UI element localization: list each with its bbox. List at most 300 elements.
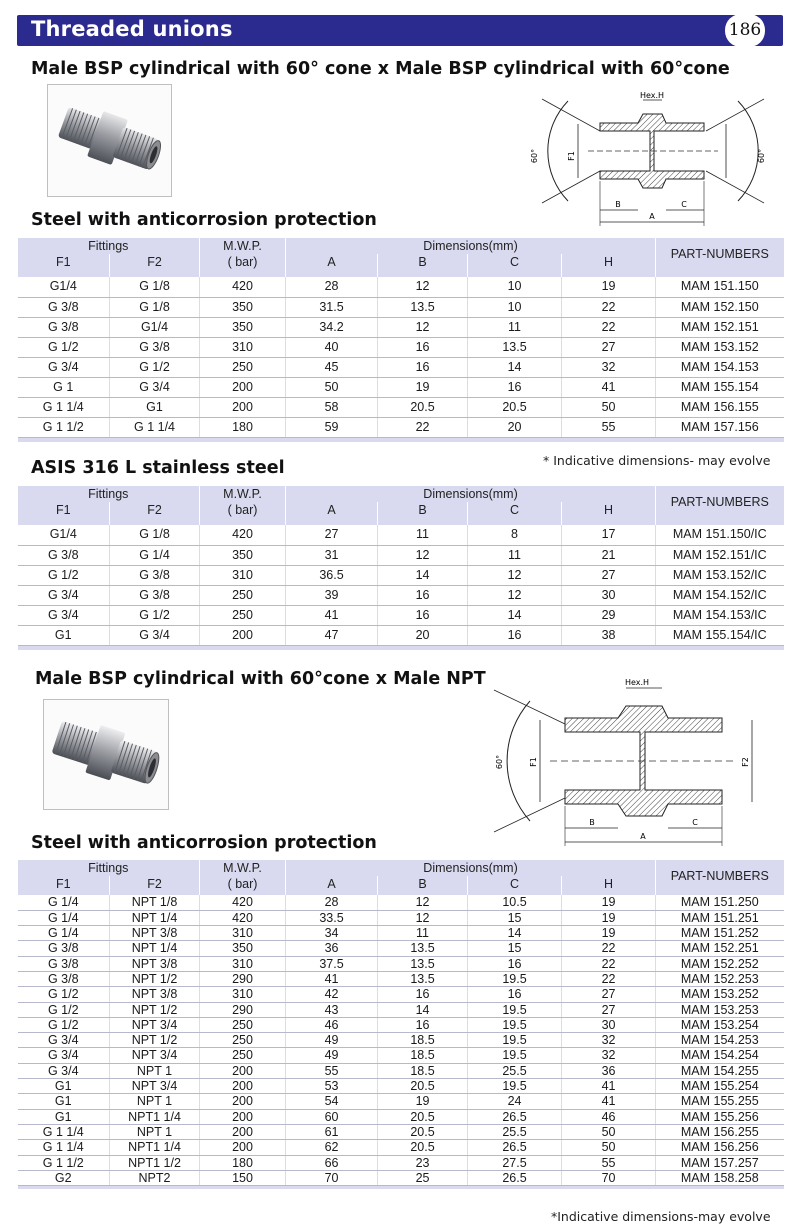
cell-a: 31.5 [286, 297, 378, 317]
cell-c: 15 [468, 910, 562, 925]
cell-b: 18.5 [378, 1033, 468, 1048]
cell-b: 12 [378, 277, 468, 297]
c-header: C [468, 254, 562, 270]
cell-part-number: MAM 156.255 [656, 1124, 784, 1139]
f2-header: F2 [110, 254, 200, 270]
cell-b: 12 [378, 317, 468, 337]
cell-part-number: MAM 155.256 [656, 1109, 784, 1124]
cell-f1: G 3/4 [18, 1063, 110, 1078]
cell-mwp: 420 [200, 910, 286, 925]
table-row [18, 545, 784, 565]
cell-a: 50 [286, 377, 378, 397]
cell-f1: G 3/8 [18, 545, 110, 565]
dimensions-header: Dimensions(mm) [286, 238, 656, 254]
cell-f1: G 3/4 [18, 357, 110, 377]
cell-part-number: MAM 154.253 [656, 1033, 784, 1048]
cell-c: 19.5 [468, 1017, 562, 1032]
cell-mwp: 290 [200, 971, 286, 986]
cell-f2: NPT 1 [110, 1063, 200, 1078]
cell-b: 12 [378, 910, 468, 925]
cell-h: 22 [562, 317, 656, 337]
table-row [18, 1048, 784, 1063]
cell-b: 20.5 [378, 1109, 468, 1124]
cell-f2: G 1 1/4 [110, 417, 200, 437]
cell-mwp: 350 [200, 941, 286, 956]
cell-a: 43 [286, 1002, 378, 1017]
cell-a: 37.5 [286, 956, 378, 971]
cell-mwp: 200 [200, 377, 286, 397]
cell-f2: NPT 1/2 [110, 1033, 200, 1048]
cell-h: 29 [562, 605, 656, 625]
cell-mwp: 350 [200, 317, 286, 337]
cell-part-number: MAM 151.150/IC [656, 525, 784, 545]
cell-a: 62 [286, 1140, 378, 1155]
technical-drawing-bsp-bsp [528, 86, 778, 230]
cell-c: 16 [468, 956, 562, 971]
cell-a: 61 [286, 1124, 378, 1139]
cell-mwp: 290 [200, 1002, 286, 1017]
spec-table-steel-npt [17, 860, 784, 1189]
cell-c: 19.5 [468, 971, 562, 986]
cell-f1: G 1/4 [18, 910, 110, 925]
cell-part-number: MAM 156.256 [656, 1140, 784, 1155]
cell-part-number: MAM 151.250 [656, 895, 784, 910]
cell-h: 50 [562, 397, 656, 417]
part-numbers-header: PART-NUMBERS [656, 860, 784, 892]
cell-f1: G 3/8 [18, 956, 110, 971]
cell-a: 53 [286, 1079, 378, 1094]
cell-f2: NPT 3/4 [110, 1079, 200, 1094]
f1-header: F1 [18, 876, 110, 892]
cell-part-number: MAM 153.253 [656, 1002, 784, 1017]
cell-f2: NPT 1 [110, 1094, 200, 1109]
cell-mwp: 350 [200, 297, 286, 317]
cell-f2: NPT 3/4 [110, 1017, 200, 1032]
cell-c: 19.5 [468, 1079, 562, 1094]
cell-f1: G2 [18, 1170, 110, 1185]
table-row [18, 397, 784, 417]
a-header: A [286, 502, 378, 518]
f1-header: F1 [18, 254, 110, 270]
cell-f1: G 3/8 [18, 941, 110, 956]
cell-c: 20.5 [468, 397, 562, 417]
cell-f2: G1 [110, 397, 200, 417]
cell-mwp: 200 [200, 625, 286, 645]
cell-f1: G 1/2 [18, 987, 110, 1002]
table-row [18, 1109, 784, 1124]
cell-mwp: 200 [200, 397, 286, 417]
svg-text:C: C [692, 818, 698, 827]
svg-text:60°: 60° [530, 148, 539, 164]
part-numbers-header: PART-NUMBERS [656, 238, 784, 270]
table-row [18, 417, 784, 437]
cell-part-number: MAM 151.252 [656, 926, 784, 941]
cell-f2: G 1/8 [110, 277, 200, 297]
table-row [18, 625, 784, 645]
mwp-unit-header: ( bar) [200, 502, 286, 518]
cell-part-number: MAM 152.252 [656, 956, 784, 971]
cell-f2: G 1/8 [110, 525, 200, 545]
spec-table-stainless-bsp [17, 486, 784, 650]
table-row [18, 895, 784, 910]
cell-f1: G 3/4 [18, 1033, 110, 1048]
section1-title: Male BSP cylindrical with 60° cone x Male BSP cylindrical with 60°cone [31, 59, 730, 79]
svg-text:F1: F1 [567, 151, 576, 161]
cell-b: 16 [378, 1017, 468, 1032]
table1-title: Steel with anticorrosion protection [31, 210, 377, 230]
cell-a: 66 [286, 1155, 378, 1170]
table-row [18, 1063, 784, 1078]
cell-f1: G 1 [18, 377, 110, 397]
cell-h: 55 [562, 1155, 656, 1170]
cell-f2: G 3/8 [110, 565, 200, 585]
cell-b: 18.5 [378, 1048, 468, 1063]
cell-h: 19 [562, 895, 656, 910]
cell-mwp: 150 [200, 1170, 286, 1185]
a-header: A [286, 876, 378, 892]
cell-f1: G 1 1/4 [18, 397, 110, 417]
mwp-header: M.W.P. [200, 486, 286, 502]
cell-c: 12 [468, 585, 562, 605]
cell-mwp: 250 [200, 357, 286, 377]
table3-note: *Indicative dimensions-may evolve [551, 1209, 771, 1224]
cell-h: 22 [562, 941, 656, 956]
cell-b: 16 [378, 357, 468, 377]
cell-f1: G 1/4 [18, 895, 110, 910]
svg-text:C: C [681, 200, 687, 209]
cell-f2: NPT 1/4 [110, 910, 200, 925]
section2-title: Male BSP cylindrical with 60°cone x Male NPT [35, 669, 486, 689]
c-header: C [468, 876, 562, 892]
cell-c: 8 [468, 525, 562, 545]
cell-b: 12 [378, 895, 468, 910]
table-row [18, 910, 784, 925]
cell-c: 16 [468, 377, 562, 397]
cell-a: 42 [286, 987, 378, 1002]
cell-mwp: 200 [200, 1079, 286, 1094]
cell-f1: G 3/4 [18, 605, 110, 625]
table1-note: * Indicative dimensions- may evolve [543, 453, 771, 468]
cell-b: 22 [378, 417, 468, 437]
cell-c: 20 [468, 417, 562, 437]
cell-f1: G1 [18, 625, 110, 645]
cell-part-number: MAM 152.151 [656, 317, 784, 337]
cell-mwp: 250 [200, 1048, 286, 1063]
cell-part-number: MAM 152.151/IC [656, 545, 784, 565]
cell-a: 39 [286, 585, 378, 605]
cell-mwp: 350 [200, 545, 286, 565]
cell-mwp: 310 [200, 337, 286, 357]
dimensions-header: Dimensions(mm) [286, 486, 656, 502]
cell-f2: G 1/4 [110, 545, 200, 565]
table-row [18, 1079, 784, 1094]
cell-c: 10 [468, 277, 562, 297]
cell-part-number: MAM 158.258 [656, 1170, 784, 1185]
cell-b: 16 [378, 585, 468, 605]
cell-f2: G 1/2 [110, 357, 200, 377]
cell-b: 20 [378, 625, 468, 645]
cell-a: 28 [286, 895, 378, 910]
h-header: H [562, 502, 656, 518]
cell-mwp: 250 [200, 605, 286, 625]
cell-part-number: MAM 156.155 [656, 397, 784, 417]
cell-f2: NPT 1/2 [110, 1002, 200, 1017]
b-header: B [378, 502, 468, 518]
cell-b: 11 [378, 926, 468, 941]
cell-part-number: MAM 152.150 [656, 297, 784, 317]
cell-part-number: MAM 154.255 [656, 1063, 784, 1078]
cell-a: 36 [286, 941, 378, 956]
cell-f1: G1 [18, 1109, 110, 1124]
cell-mwp: 420 [200, 525, 286, 545]
cell-part-number: MAM 152.251 [656, 941, 784, 956]
table-row [18, 926, 784, 941]
cell-b: 14 [378, 1002, 468, 1017]
mwp-unit-header: ( bar) [200, 876, 286, 892]
cell-part-number: MAM 155.154 [656, 377, 784, 397]
cell-c: 25.5 [468, 1124, 562, 1139]
table-row [18, 1155, 784, 1170]
cell-a: 46 [286, 1017, 378, 1032]
cell-c: 16 [468, 625, 562, 645]
cell-c: 26.5 [468, 1170, 562, 1185]
cell-b: 16 [378, 337, 468, 357]
cell-a: 41 [286, 605, 378, 625]
cell-a: 58 [286, 397, 378, 417]
cell-b: 16 [378, 605, 468, 625]
cell-b: 13.5 [378, 971, 468, 986]
cell-c: 26.5 [468, 1140, 562, 1155]
mwp-unit-header: ( bar) [200, 254, 286, 270]
cell-h: 27 [562, 1002, 656, 1017]
cell-f2: NPT 3/8 [110, 926, 200, 941]
cell-h: 32 [562, 1048, 656, 1063]
cell-f1: G 1 1/2 [18, 417, 110, 437]
table-row [18, 317, 784, 337]
table-row [18, 357, 784, 377]
cell-b: 20.5 [378, 1079, 468, 1094]
cell-mwp: 200 [200, 1140, 286, 1155]
cell-f2: NPT 3/8 [110, 987, 200, 1002]
f2-header: F2 [110, 876, 200, 892]
fittings-header: Fittings [18, 860, 200, 876]
fitting-photo-icon [48, 85, 171, 196]
cell-b: 16 [378, 987, 468, 1002]
dimensions-header: Dimensions(mm) [286, 860, 656, 876]
table-row [18, 971, 784, 986]
cell-f1: G 3/8 [18, 317, 110, 337]
cell-b: 18.5 [378, 1063, 468, 1078]
cell-h: 19 [562, 277, 656, 297]
cell-b: 19 [378, 377, 468, 397]
cell-c: 27.5 [468, 1155, 562, 1170]
cell-h: 19 [562, 910, 656, 925]
svg-text:60°: 60° [757, 148, 766, 164]
cell-f1: G 1/2 [18, 1017, 110, 1032]
cell-part-number: MAM 157.257 [656, 1155, 784, 1170]
cell-h: 30 [562, 1017, 656, 1032]
cell-b: 19 [378, 1094, 468, 1109]
cell-c: 10.5 [468, 895, 562, 910]
cell-a: 41 [286, 971, 378, 986]
cell-h: 22 [562, 956, 656, 971]
cell-f1: G 3/8 [18, 297, 110, 317]
cell-part-number: MAM 153.152 [656, 337, 784, 357]
page-number: 186 [725, 14, 765, 47]
cell-f1: G 1/2 [18, 1002, 110, 1017]
cell-c: 15 [468, 941, 562, 956]
cell-mwp: 310 [200, 565, 286, 585]
cell-mwp: 310 [200, 956, 286, 971]
cell-h: 32 [562, 1033, 656, 1048]
mwp-header: M.W.P. [200, 860, 286, 876]
svg-text:Hex.H: Hex.H [639, 91, 665, 100]
cell-b: 23 [378, 1155, 468, 1170]
cell-h: 41 [562, 1079, 656, 1094]
cell-mwp: 250 [200, 1033, 286, 1048]
cell-h: 55 [562, 417, 656, 437]
cell-mwp: 200 [200, 1063, 286, 1078]
table-row [18, 1094, 784, 1109]
cell-f2: G 3/4 [110, 625, 200, 645]
cell-b: 11 [378, 525, 468, 545]
cell-c: 24 [468, 1094, 562, 1109]
cell-c: 14 [468, 605, 562, 625]
cell-part-number: MAM 153.252 [656, 987, 784, 1002]
cell-a: 34 [286, 926, 378, 941]
cell-c: 19.5 [468, 1048, 562, 1063]
cell-f1: G1 [18, 1079, 110, 1094]
cell-b: 20.5 [378, 1124, 468, 1139]
table3-title: Steel with anticorrosion protection [31, 833, 377, 853]
cell-mwp: 250 [200, 1017, 286, 1032]
cell-part-number: MAM 154.153 [656, 357, 784, 377]
cell-part-number: MAM 153.152/IC [656, 565, 784, 585]
cell-f1: G 1 1/4 [18, 1140, 110, 1155]
cell-a: 70 [286, 1170, 378, 1185]
table-row [18, 1002, 784, 1017]
table-row [18, 605, 784, 625]
product-photo-bsp-bsp [47, 84, 172, 197]
cell-f2: NPT 3/4 [110, 1048, 200, 1063]
cell-a: 40 [286, 337, 378, 357]
cell-part-number: MAM 152.253 [656, 971, 784, 986]
cell-f2: G1/4 [110, 317, 200, 337]
table-row [18, 1124, 784, 1139]
cell-c: 11 [468, 317, 562, 337]
cell-h: 27 [562, 987, 656, 1002]
cell-f2: NPT 1/8 [110, 895, 200, 910]
cell-c: 13.5 [468, 337, 562, 357]
table-row [18, 337, 784, 357]
cell-h: 38 [562, 625, 656, 645]
cell-f1: G 3/8 [18, 971, 110, 986]
cell-f1: G 3/4 [18, 1048, 110, 1063]
cell-f2: NPT1 1/2 [110, 1155, 200, 1170]
cell-c: 12 [468, 565, 562, 585]
cell-a: 49 [286, 1048, 378, 1063]
cell-h: 22 [562, 971, 656, 986]
page-title: Threaded unions [31, 17, 233, 41]
cell-c: 26.5 [468, 1109, 562, 1124]
cell-f1: G 1/4 [18, 926, 110, 941]
f2-header: F2 [110, 502, 200, 518]
product-photo-bsp-npt [43, 699, 169, 810]
cell-f1: G 1/2 [18, 337, 110, 357]
table-row [18, 1170, 784, 1185]
b-header: B [378, 876, 468, 892]
cell-mwp: 180 [200, 417, 286, 437]
cell-a: 60 [286, 1109, 378, 1124]
svg-text:A: A [649, 212, 655, 221]
fitting-photo-icon [44, 700, 168, 809]
cell-f1: G 3/4 [18, 585, 110, 605]
cell-b: 13.5 [378, 956, 468, 971]
cell-part-number: MAM 155.254 [656, 1079, 784, 1094]
cell-mwp: 250 [200, 585, 286, 605]
cell-c: 19.5 [468, 1002, 562, 1017]
table-row [18, 525, 784, 545]
h-header: H [562, 254, 656, 270]
f1-header: F1 [18, 502, 110, 518]
cell-a: 45 [286, 357, 378, 377]
table-row [18, 1017, 784, 1032]
cell-part-number: MAM 151.251 [656, 910, 784, 925]
header-bar [17, 15, 783, 46]
cell-a: 31 [286, 545, 378, 565]
cell-h: 46 [562, 1109, 656, 1124]
cell-part-number: MAM 154.152/IC [656, 585, 784, 605]
cell-f2: NPT 1/2 [110, 971, 200, 986]
cell-f2: G 3/8 [110, 585, 200, 605]
cell-c: 14 [468, 357, 562, 377]
cell-b: 20.5 [378, 1140, 468, 1155]
cell-part-number: MAM 157.156 [656, 417, 784, 437]
cell-c: 16 [468, 987, 562, 1002]
cell-f2: NPT 1/4 [110, 941, 200, 956]
cell-h: 22 [562, 297, 656, 317]
cell-h: 30 [562, 585, 656, 605]
part-numbers-header: PART-NUMBERS [656, 486, 784, 518]
cell-a: 49 [286, 1033, 378, 1048]
cell-mwp: 310 [200, 987, 286, 1002]
cell-mwp: 420 [200, 895, 286, 910]
cell-mwp: 310 [200, 926, 286, 941]
cell-h: 41 [562, 377, 656, 397]
cell-part-number: MAM 154.254 [656, 1048, 784, 1063]
c-header: C [468, 502, 562, 518]
technical-drawing-bsp-npt [490, 676, 775, 848]
cell-f2: NPT 1 [110, 1124, 200, 1139]
cell-a: 54 [286, 1094, 378, 1109]
cell-f2: NPT1 1/4 [110, 1109, 200, 1124]
cell-part-number: MAM 151.150 [656, 277, 784, 297]
table2-title: ASIS 316 L stainless steel [31, 458, 285, 478]
fittings-header: Fittings [18, 486, 200, 502]
cell-mwp: 200 [200, 1124, 286, 1139]
table-row [18, 941, 784, 956]
cell-f2: NPT2 [110, 1170, 200, 1185]
cell-mwp: 200 [200, 1109, 286, 1124]
cell-h: 41 [562, 1094, 656, 1109]
mwp-header: M.W.P. [200, 238, 286, 254]
cell-h: 36 [562, 1063, 656, 1078]
table-row [18, 1140, 784, 1155]
table-row [18, 1033, 784, 1048]
cell-b: 25 [378, 1170, 468, 1185]
cell-f1: G1/4 [18, 525, 110, 545]
cell-a: 33.5 [286, 910, 378, 925]
